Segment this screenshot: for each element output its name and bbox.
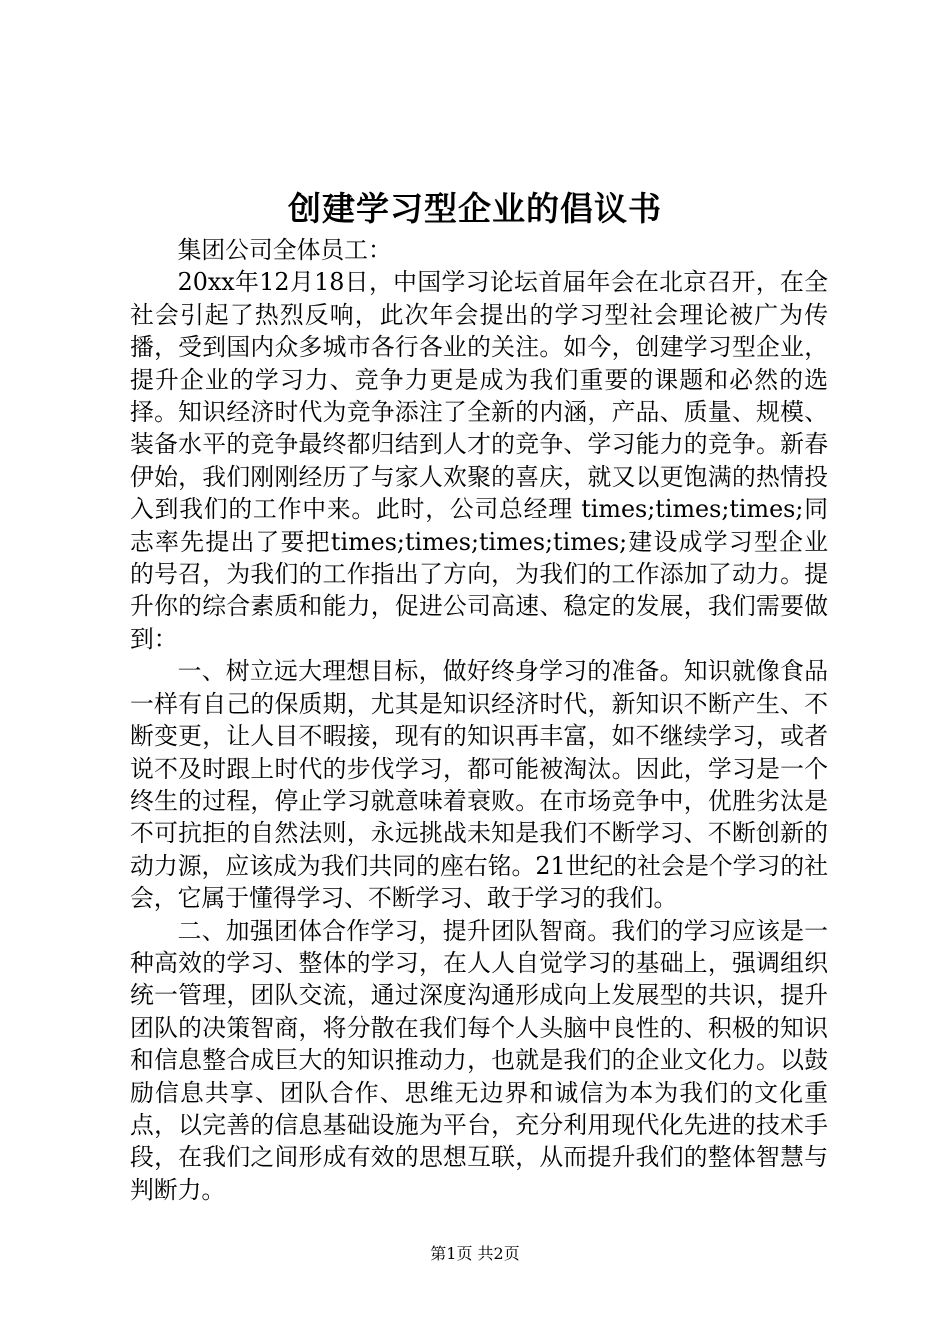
salutation: 集团公司全体员工： xyxy=(177,236,392,264)
paragraph-intro: 20xx年12月18日，中国学习论坛首届年会在北京召开，在全社会引起了热烈反响，此次年会提出的学习型社会理论被广为传播，受到国内众多城市各行各业的关注。如今，创建学习型企业，提升企业的学习力、竞争力更是成为我们重要的课题和必然的选择。知识经济时代为竞争添注了全新的内涵，产品、质量、规模、装备水平的竞争最终都归结到人才的竞争、学习能力的竞争。新春伊始，我们刚刚经历了与家人欢聚的喜庆，就又以更饱满的热情投入到我们的工作中来。此时，公司总经理 times;times;times;同志率先提出了要把times;times;times;times;建设成学习型企业的号召，为我们的工作指出了方向，为我们的工作添加了动力。提升你的综合素质和能力，促进公司高速、稳定的发展，我们需要做到： xyxy=(130,268,828,653)
paragraph-point-one: 一、树立远大理想目标，做好终身学习的准备。知识就像食品一样有自己的保质期，尤其是知识经济时代，新知识不断产生、不断变更，让人目不暇接，现有的知识再丰富，如不继续学习，或者说不及时跟上时代的步伐学习，都可能被淘汰。因此，学习是一个终生的过程，停止学习就意味着衰败。在市场竞争中，优胜劣汰是不可抗拒的自然法则，永远挑战未知是我们不断学习、不断创新的动力源，应该成为我们共同的座右铭。21世纪的社会是个学习的社会，它属于懂得学习、不断学习、敢于学习的我们。 xyxy=(130,657,828,913)
page-number-footer: 第1页 共2页 xyxy=(430,1244,520,1263)
paragraph-point-two: 二、加强团体合作学习，提升团队智商。我们的学习应该是一种高效的学习、整体的学习，在人人自觉学习的基础上，强调组织统一管理，团队交流，通过深度沟通形成向上发展型的共识，提升团队的决策智商，将分散在我们每个人头脑中良性的、积极的知识和信息整合成巨大的知识推动力，也就是我们的企业文化力。以鼓励信息共享、团队合作、思维无边界和诚信为本为我们的文化重点，以完善的信息基础设施为平台，充分利用现代化先进的技术手段，在我们之间形成有效的思想互联，从而提升我们的整体智慧与判断力。 xyxy=(130,916,828,1204)
document-title: 创建学习型企业的倡议书 xyxy=(288,189,662,228)
document-body xyxy=(130,234,828,1206)
